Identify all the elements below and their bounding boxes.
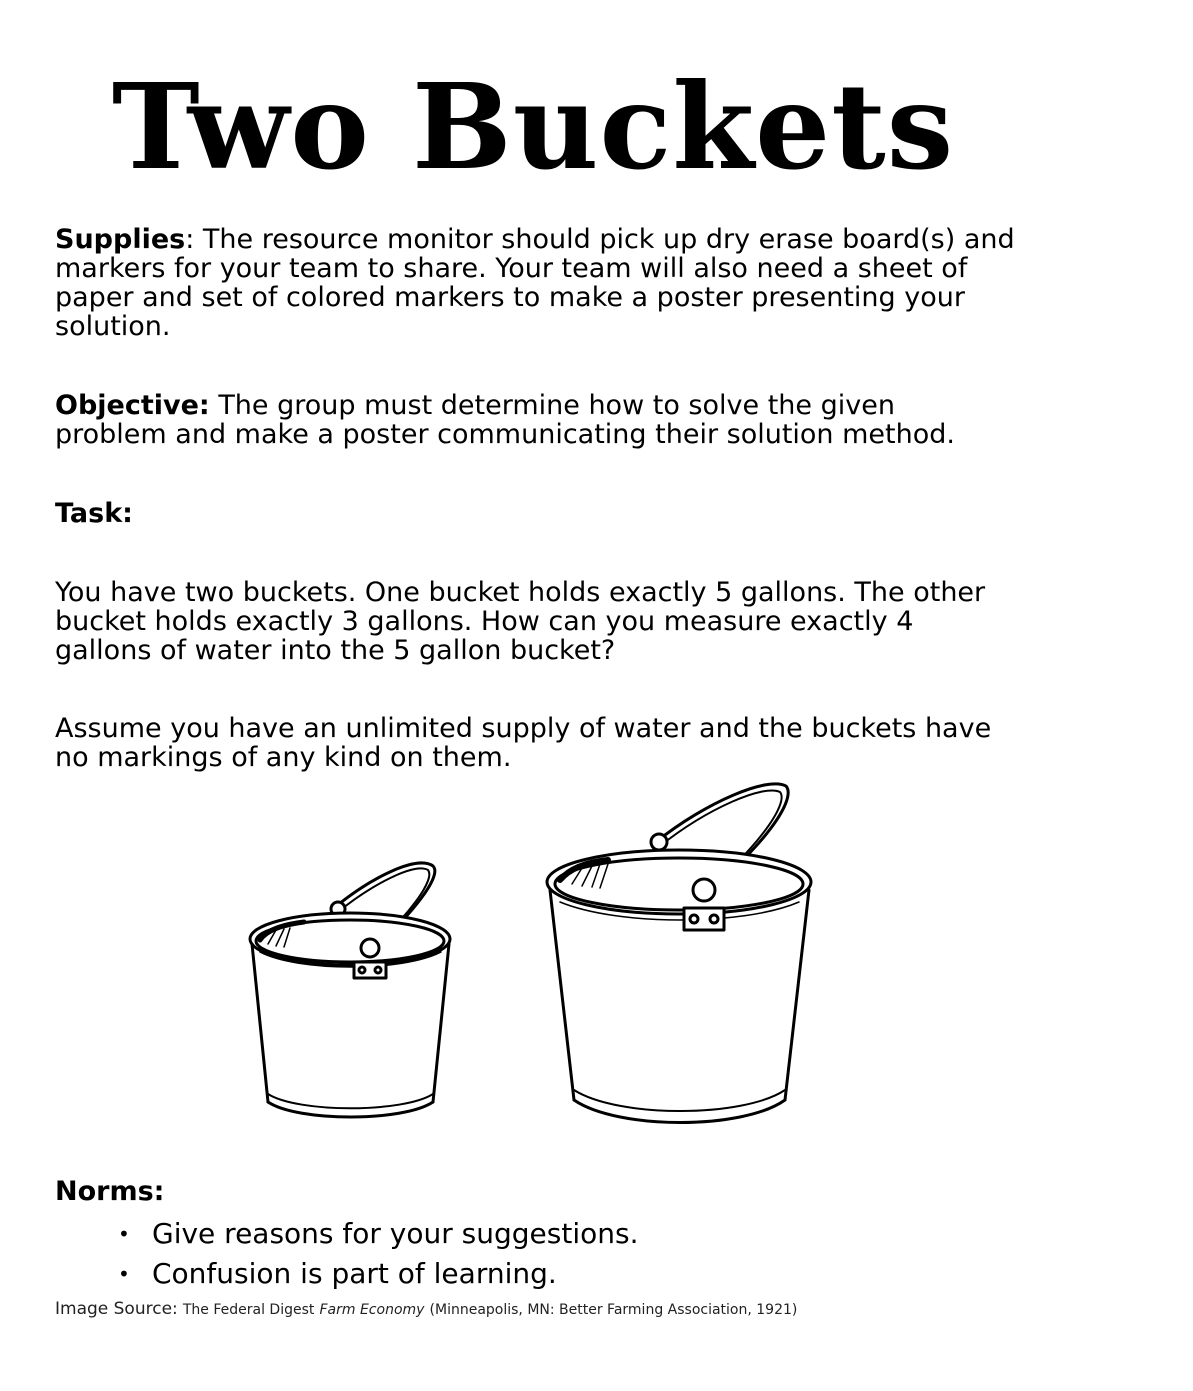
supplies-paragraph	[55, 225, 1015, 341]
objective-label: Objective:	[55, 390, 210, 421]
supplies-label: Supplies	[55, 224, 186, 255]
buckets-illustration	[238, 772, 828, 1144]
citation-publisher: The Federal Digest	[182, 1302, 315, 1318]
norms-list	[112, 1214, 639, 1294]
page-title: Two Buckets	[111, 57, 955, 196]
objective-text: The group must determine how to solve the given problem and make a poster communicating their solution method.	[55, 390, 955, 450]
objective-paragraph	[55, 391, 1015, 449]
large-bucket-icon	[547, 784, 811, 1123]
task-paragraph-2: Assume you have an unlimited supply of water and the buckets have no markings of any kind on them.	[55, 713, 992, 773]
task-heading	[55, 499, 1015, 528]
norms-list-item	[112, 1214, 639, 1254]
bullet-icon: •	[118, 1262, 130, 1286]
supplies-text: : The resource monitor should pick up dry erase board(s) and markers for your team to share. Your team will also need a sheet of paper and set of colored markers to make a poster presenting your solution.	[55, 224, 1015, 342]
bullet-icon: •	[118, 1222, 130, 1246]
norms-heading: Norms:	[55, 1176, 165, 1207]
norm-text: Confusion is part of learning.	[152, 1257, 557, 1290]
norms-list-item	[112, 1254, 639, 1294]
image-source-citation	[55, 1298, 797, 1321]
small-bucket-icon	[250, 863, 450, 1117]
citation-work: Farm Economy	[319, 1302, 425, 1318]
task-label: Task:	[55, 498, 133, 529]
citation-lead: Image Source:	[55, 1299, 178, 1319]
citation-details: (Minneapolis, MN: Better Farming Association, 1921)	[429, 1302, 798, 1318]
task-paragraph-1: You have two buckets. One bucket holds exactly 5 gallons. The other bucket holds exactly 3 gallons. How can you measure exactly 4 gallons of water into the 5 gallon bucket?	[55, 577, 986, 666]
norm-text: Give reasons for your suggestions.	[152, 1217, 639, 1250]
